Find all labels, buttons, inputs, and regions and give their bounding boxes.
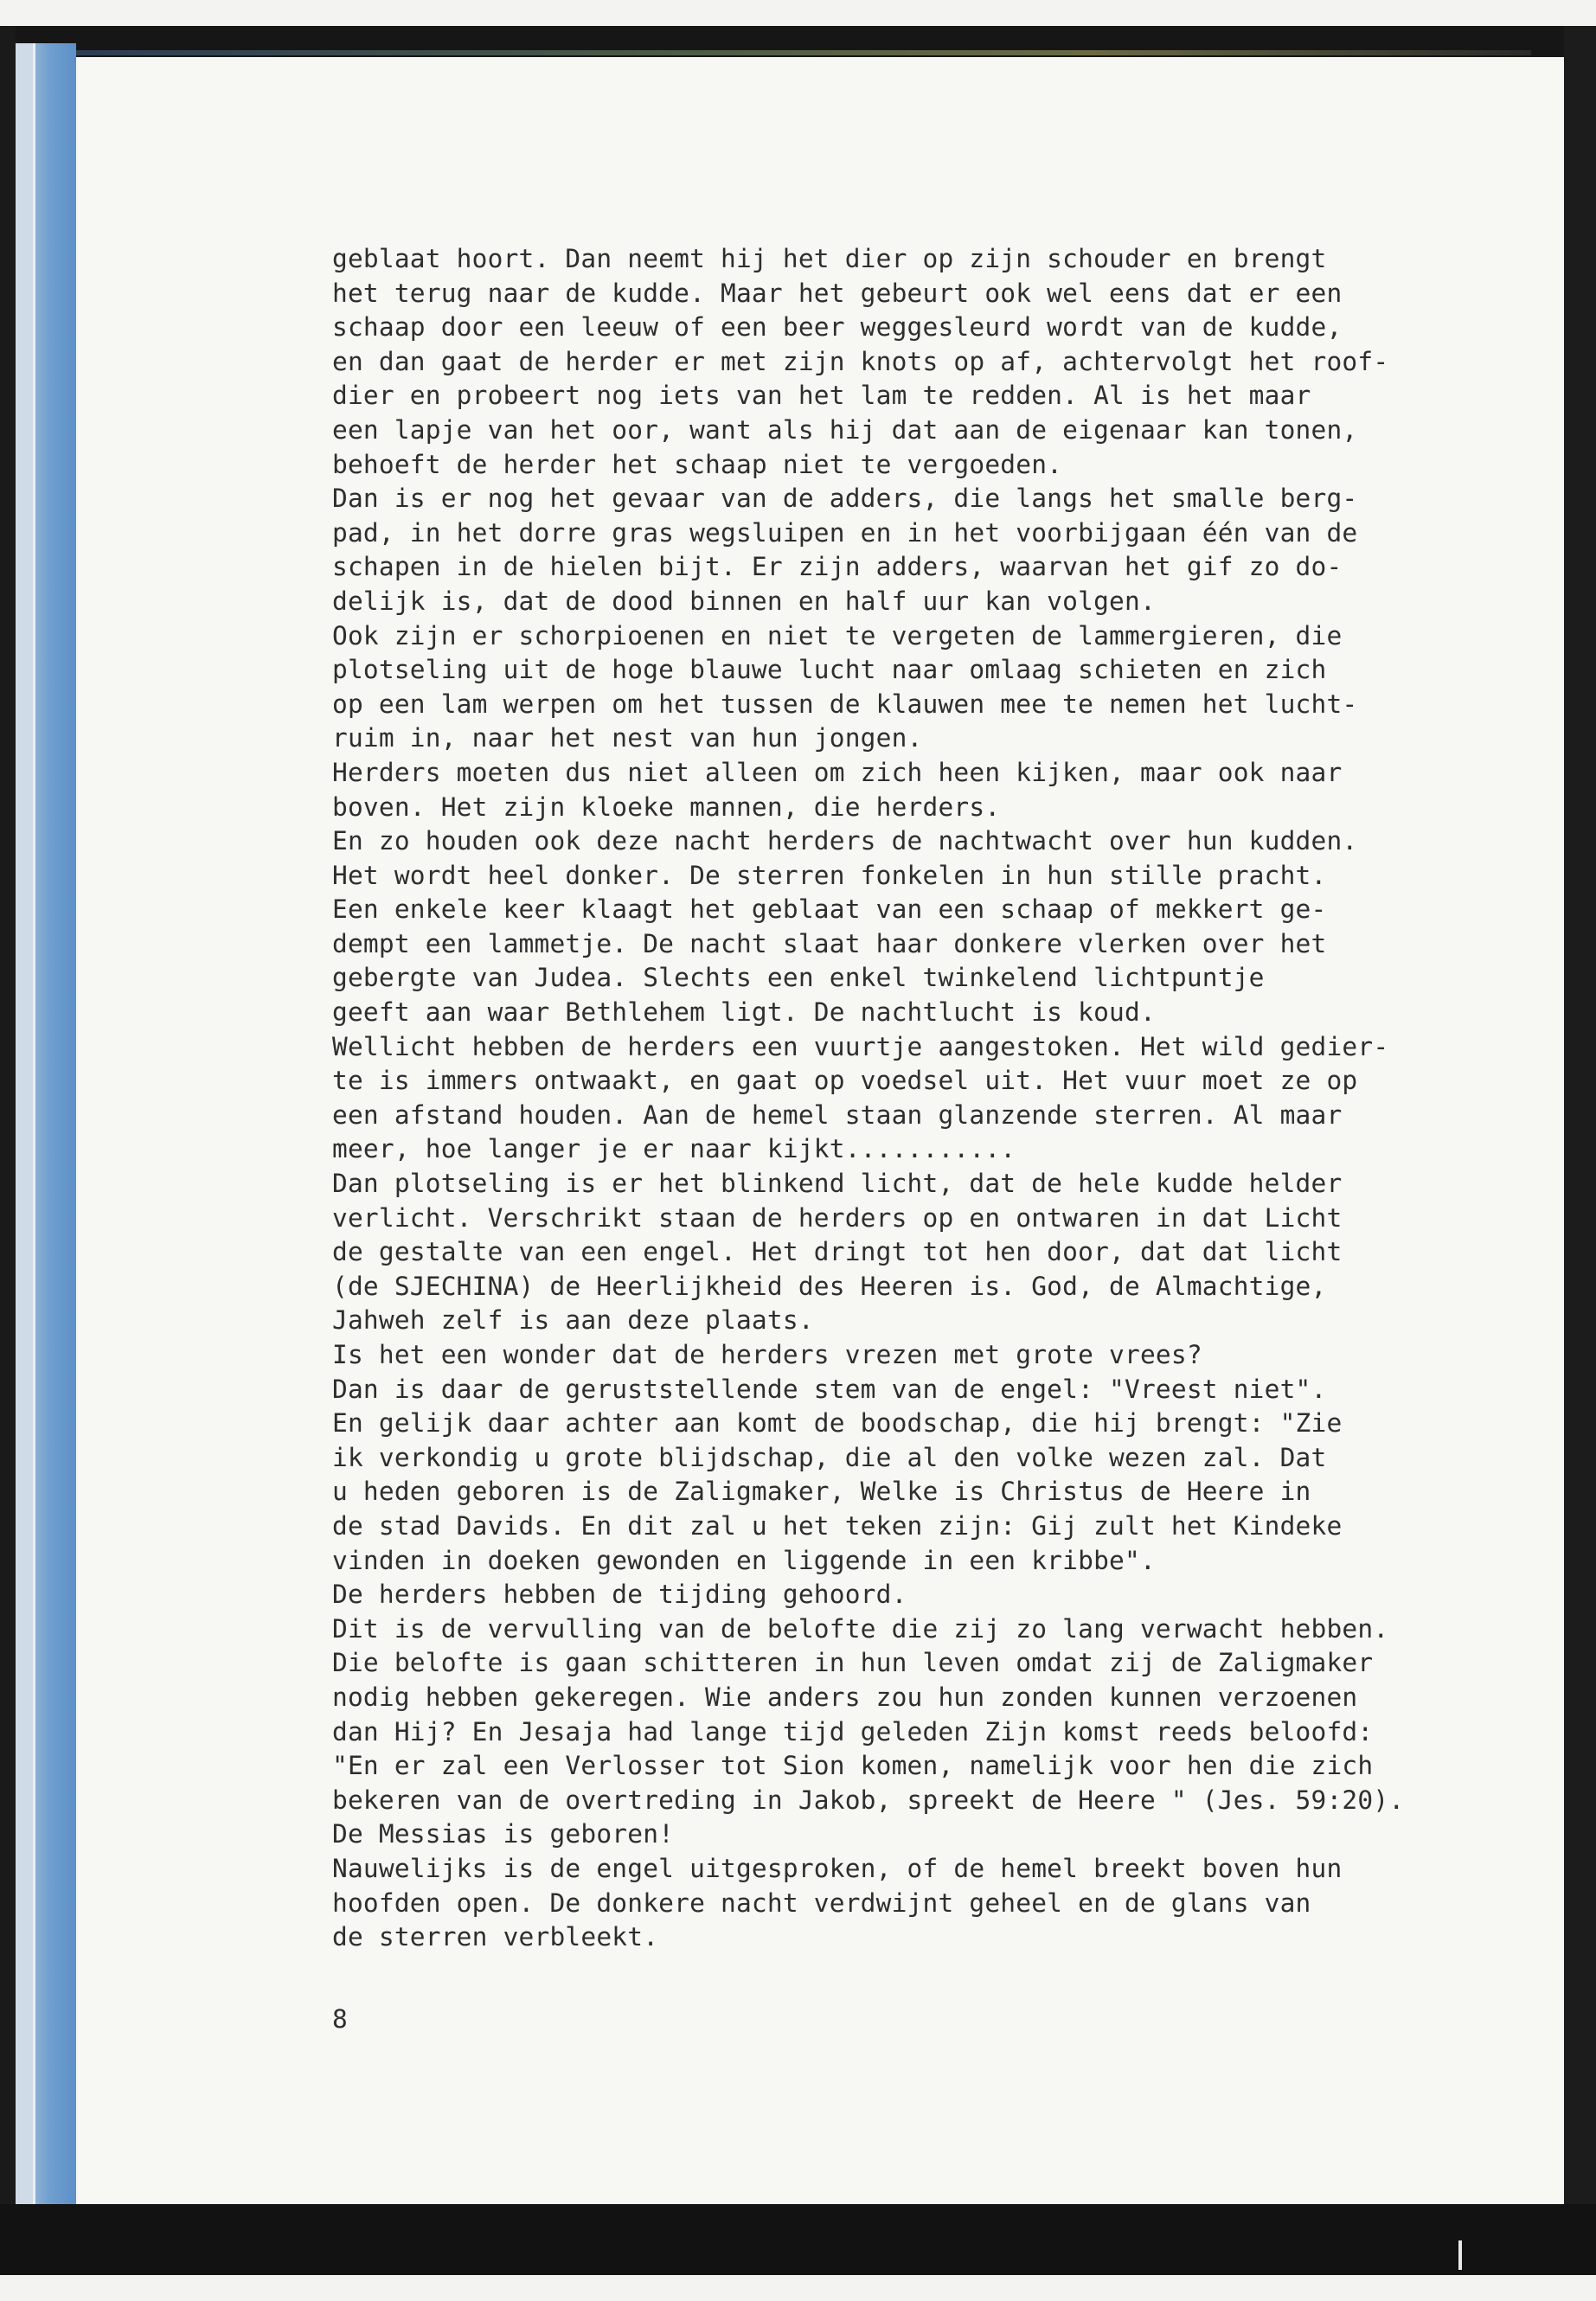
text-line: op een lam werpen om het tussen de klauwen mee te nemen het lucht- xyxy=(332,689,1358,719)
text-line: het terug naar de kudde. Maar het gebeurt ook wel eens dat er een xyxy=(332,278,1343,308)
text-line: ik verkondig u grote blijdschap, die al den volke wezen zal. Dat xyxy=(332,1442,1327,1472)
text-line: dan Hij? En Jesaja had lange tijd geleden Zijn komst reeds beloofd: xyxy=(332,1716,1374,1747)
text-line: Jahweh zelf is aan deze plaats. xyxy=(332,1305,814,1336)
text-line: Wellicht hebben de herders een vuurtje aangestoken. Het wild gedier- xyxy=(332,1031,1389,1061)
text-line: boven. Het zijn kloeke mannen, die herders. xyxy=(332,792,1001,822)
text-line: de gestalte van een engel. Het dringt tot hen door, dat dat licht xyxy=(332,1237,1343,1267)
text-line: en dan gaat de herder er met zijn knots op af, achtervolgt het roof- xyxy=(332,346,1389,376)
text-line: u heden geboren is de Zaligmaker, Welke is Christus de Heere in xyxy=(332,1477,1311,1507)
text-line: dier en probeert nog iets van het lam te redden. Al is het maar xyxy=(332,381,1311,411)
page-number: 8 xyxy=(332,2004,348,2034)
text-line: geeft aan waar Bethlehem ligt. De nachtlucht is koud. xyxy=(332,997,1156,1028)
text-line: Is het een wonder dat de herders vrezen met grote vrees? xyxy=(332,1340,1202,1369)
text-line: ruim in, naar het nest van hun jongen. xyxy=(332,723,923,753)
text-line: Dan is er nog het gevaar van de adders, die langs het smalle berg- xyxy=(332,484,1358,514)
text-line: dempt een lammetje. De nacht slaat haar donkere vlerken over het xyxy=(332,928,1327,958)
text-line: Ook zijn er schorpioenen en niet te vergeten de lammergieren, die xyxy=(332,620,1343,651)
text-line: de stad Davids. En dit zal u het teken zijn: Gij zult het Kindeke xyxy=(332,1510,1343,1541)
text-line: De herders hebben de tijding gehoord. xyxy=(332,1580,907,1610)
text-line: Dit is de vervulling van de belofte die zij zo lang verwacht hebben. xyxy=(332,1613,1389,1644)
text-line: De Messias is geboren! xyxy=(332,1819,675,1849)
scan-border-left xyxy=(0,26,16,2275)
body-text xyxy=(332,242,1561,1955)
text-line: En gelijk daar achter aan komt de boodschap, die hij brengt: "Zie xyxy=(332,1408,1343,1439)
binding-highlight xyxy=(33,43,35,2206)
text-line: bekeren van de overtreding in Jakob, spreekt de Heere " (Jes. 59:20). xyxy=(332,1785,1405,1815)
text-line: Herders moeten dus niet alleen om zich heen kijken, maar ook naar xyxy=(332,757,1343,787)
blue-binding-edge xyxy=(16,43,76,2206)
text-line: (de SJECHINA) de Heerlijkheid des Heeren is. God, de Almachtige, xyxy=(332,1271,1327,1301)
text-line: verlicht. Verschrikt staan de herders op en ontwaren in dat Licht xyxy=(332,1202,1343,1233)
text-line: een afstand houden. Aan de hemel staan glanzende sterren. Al maar xyxy=(332,1099,1343,1130)
scan-mark xyxy=(1458,2240,1462,2270)
text-line: Dan is daar de geruststellende stem van de engel: "Vreest niet". xyxy=(332,1374,1327,1404)
text-line: "En er zal een Verlosser tot Sion komen, namelijk voor hen die zich xyxy=(332,1751,1374,1781)
text-line: behoeft de herder het schaap niet te vergoeden. xyxy=(332,449,1063,479)
text-line: meer, hoe langer je er naar kijkt........... xyxy=(332,1134,1016,1164)
scan-border-right xyxy=(1564,26,1596,2275)
text-line: Een enkele keer klaagt het geblaat van een schaap of mekkert ge- xyxy=(332,894,1327,925)
scan-border-top-accent xyxy=(61,50,1531,55)
text-line: geblaat hoort. Dan neemt hij het dier op zijn schouder en brengt xyxy=(332,244,1327,273)
text-line: En zo houden ook deze nacht herders de nachtwacht over hun kudden. xyxy=(332,826,1358,856)
text-line: Dan plotseling is er het blinkend licht, dat de hele kudde helder xyxy=(332,1169,1343,1199)
text-line: de sterren verbleekt. xyxy=(332,1922,659,1952)
text-line: schaap door een leeuw of een beer weggesleurd wordt van de kudde, xyxy=(332,312,1343,343)
text-line: schapen in de hielen bijt. Er zijn adders, waarvan het gif zo do- xyxy=(332,552,1343,582)
text-line: delijk is, dat de dood binnen en half uur kan volgen. xyxy=(332,586,1156,616)
text-line: Die belofte is gaan schitteren in hun leven omdat zij de Zaligmaker xyxy=(332,1648,1374,1678)
text-line: plotseling uit de hoge blauwe lucht naar omlaag schieten en zich xyxy=(332,655,1327,685)
text-line: pad, in het dorre gras wegsluipen en in het voorbijgaan één van de xyxy=(332,517,1358,548)
text-line: Nauwelijks is de engel uitgesproken, of de hemel breekt boven hun xyxy=(332,1853,1343,1883)
text-line: Het wordt heel donker. De sterren fonkelen in hun stille pracht. xyxy=(332,860,1327,890)
text-line: nodig hebben gekeregen. Wie anders zou hun zonden kunnen verzoenen xyxy=(332,1682,1358,1712)
text-line: te is immers ontwaakt, en gaat op voedsel uit. Het vuur moet ze op xyxy=(332,1066,1358,1096)
text-line: hoofden open. De donkere nacht verdwijnt geheel en de glans van xyxy=(332,1888,1311,1918)
text-line: gebergte van Judea. Slechts een enkel twinkelend lichtpuntje xyxy=(332,963,1265,993)
text-line: vinden in doeken gewonden en liggende in een kribbe". xyxy=(332,1545,1156,1575)
text-line: een lapje van het oor, want als hij dat aan de eigenaar kan tonen, xyxy=(332,414,1358,445)
scan-border-bottom xyxy=(0,2204,1596,2275)
